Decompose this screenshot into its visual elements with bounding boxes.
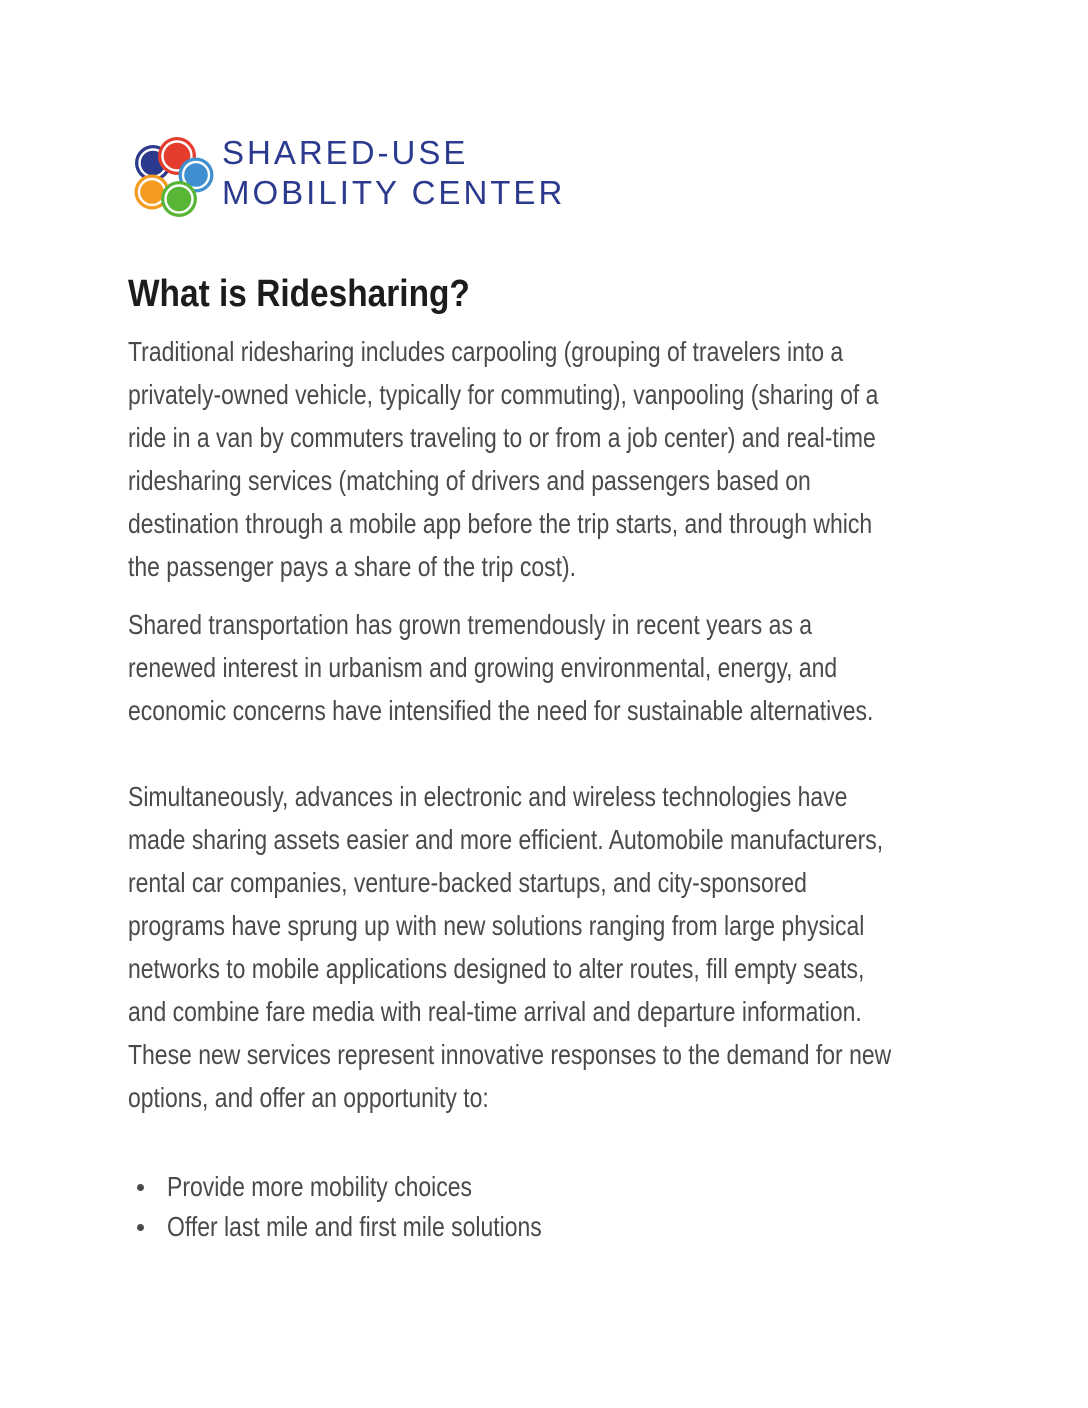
- paragraph-ridesharing-definition: [128, 330, 1043, 588]
- paragraph-line: programs have sprung up with new solutions ranging from large physical: [128, 910, 865, 941]
- sumc-logo-mark-icon: [130, 130, 218, 220]
- paragraph-line: options, and offer an opportunity to:: [128, 1082, 489, 1113]
- paragraph-line: These new services represent innovative responses to the demand for new: [128, 1039, 892, 1070]
- logo-wordmark-line1: SHARED-USE: [222, 134, 469, 171]
- paragraph-line: the passenger pays a share of the trip cost).: [128, 551, 576, 582]
- paragraph-line: economic concerns have intensified the need for sustainable alternatives.: [128, 695, 874, 726]
- sumc-logo: [130, 130, 600, 222]
- paragraph-technology-advances: [128, 775, 1059, 1119]
- logo-wordmark: [222, 133, 565, 213]
- bullet-dot-icon: [137, 1224, 144, 1231]
- logo-wordmark-line2: MOBILITY CENTER: [222, 174, 566, 211]
- paragraph-line: privately-owned vehicle, typically for commuting), vanpooling (sharing of a: [128, 379, 879, 410]
- paragraph-line: ride in a van by commuters traveling to or from a job center) and real-time: [128, 422, 876, 453]
- bullet-list: [128, 1167, 624, 1247]
- paragraph-line: Traditional ridesharing includes carpooling (grouping of travelers into a: [128, 336, 844, 367]
- paragraph-line: and combine fare media with real-time arrival and departure information.: [128, 996, 862, 1027]
- paragraph-line: ridesharing services (matching of drivers and passengers based on: [128, 465, 811, 496]
- paragraph-line: networks to mobile applications designed to alter routes, fill empty seats,: [128, 953, 865, 984]
- list-item: Offer last mile and first mile solutions: [128, 1207, 624, 1247]
- page-title: What is Ridesharing?: [128, 273, 470, 315]
- list-item: Provide more mobility choices: [128, 1167, 624, 1207]
- bullet-dot-icon: [137, 1184, 144, 1191]
- paragraph-line: rental car companies, venture-backed startups, and city-sponsored: [128, 867, 807, 898]
- paragraph-line: destination through a mobile app before the trip starts, and through which: [128, 508, 873, 539]
- paragraph-line: Shared transportation has grown tremendously in recent years as a: [128, 609, 813, 640]
- paragraph-line: renewed interest in urbanism and growing environmental, energy, and: [128, 652, 838, 683]
- paragraph-line: made sharing assets easier and more efficient. Automobile manufacturers,: [128, 824, 884, 855]
- paragraph-line: Simultaneously, advances in electronic and wireless technologies have: [128, 781, 848, 812]
- paragraph-shared-transportation-growth: [128, 603, 1037, 732]
